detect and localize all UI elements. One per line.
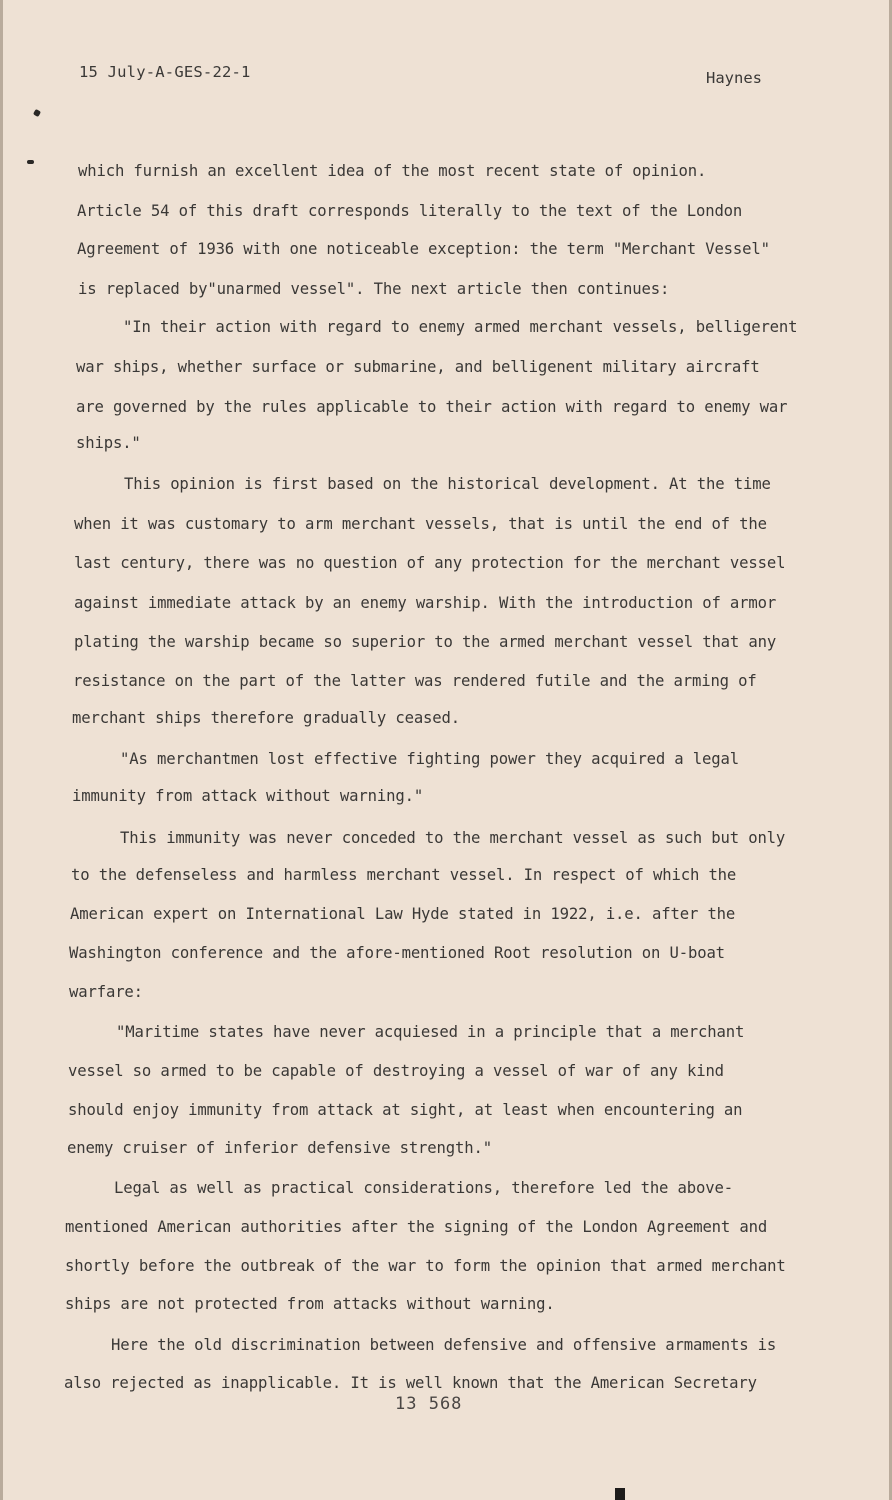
- text-line: "As merchantmen lost effective fighting power they acquired a legal: [120, 750, 739, 768]
- margin-mark: [33, 109, 41, 117]
- page-number: 13 568: [395, 1394, 463, 1414]
- text-line: should enjoy immunity from attack at sight, at least when encountering an: [68, 1101, 743, 1119]
- text-line: ships.": [76, 434, 141, 452]
- text-line: warfare:: [69, 983, 143, 1001]
- binding-mark: [615, 1488, 625, 1500]
- text-line: Washington conference and the afore-mentioned Root resolution on U-boat: [69, 944, 725, 962]
- text-line: which furnish an excellent idea of the most recent state of opinion.: [78, 162, 707, 180]
- text-line: war ships, whether surface or submarine, and belligenent military aircraft: [76, 358, 760, 376]
- text-line: last century, there was no question of any protection for the merchant vessel: [74, 554, 786, 572]
- document-reference: 15 July-A-GES-22-1: [79, 63, 251, 81]
- text-line: plating the warship became so superior to the armed merchant vessel that any: [74, 633, 777, 651]
- text-line: mentioned American authorities after the signing of the London Agreement and: [65, 1218, 768, 1236]
- text-line: enemy cruiser of inferior defensive strength.": [67, 1139, 492, 1157]
- text-line: when it was customary to arm merchant vessels, that is until the end of the: [74, 515, 767, 533]
- text-line: This opinion is first based on the historical development. At the time: [124, 475, 771, 493]
- text-line: merchant ships therefore gradually ceased.: [72, 709, 461, 727]
- text-line: against immediate attack by an enemy warship. With the introduction of armor: [74, 594, 777, 612]
- text-line: "In their action with regard to enemy armed merchant vessels, belligerent: [123, 318, 798, 336]
- text-line: shortly before the outbreak of the war to form the opinion that armed merchant: [65, 1257, 786, 1275]
- text-line: immunity from attack without warning.": [72, 787, 424, 805]
- text-line: "Maritime states have never acquiesed in a principle that a merchant: [116, 1023, 745, 1041]
- author-name: Haynes: [706, 69, 762, 87]
- text-line: Here the old discrimination between defensive and offensive armaments is: [111, 1336, 777, 1354]
- text-line: American expert on International Law Hyde stated in 1922, i.e. after the: [70, 905, 736, 923]
- text-line: also rejected as inapplicable. It is well known that the American Secretary: [64, 1374, 757, 1392]
- text-line: ships are not protected from attacks without warning.: [65, 1295, 555, 1313]
- text-line: Article 54 of this draft corresponds literally to the text of the London: [77, 202, 743, 220]
- text-line: resistance on the part of the latter was rendered futile and the arming of: [73, 672, 757, 690]
- text-line: vessel so armed to be capable of destroying a vessel of war of any kind: [68, 1062, 724, 1080]
- text-line: are governed by the rules applicable to their action with regard to enemy war: [76, 398, 788, 416]
- text-line: Agreement of 1936 with one noticeable exception: the term "Merchant Vessel": [77, 240, 770, 258]
- margin-mark: [27, 160, 34, 164]
- text-line: This immunity was never conceded to the merchant vessel as such but only: [120, 829, 786, 847]
- text-line: to the defenseless and harmless merchant vessel. In respect of which the: [71, 866, 737, 884]
- text-line: is replaced by"unarmed vessel". The next article then continues:: [78, 280, 670, 298]
- text-line: Legal as well as practical considerations, therefore led the above-: [114, 1179, 733, 1197]
